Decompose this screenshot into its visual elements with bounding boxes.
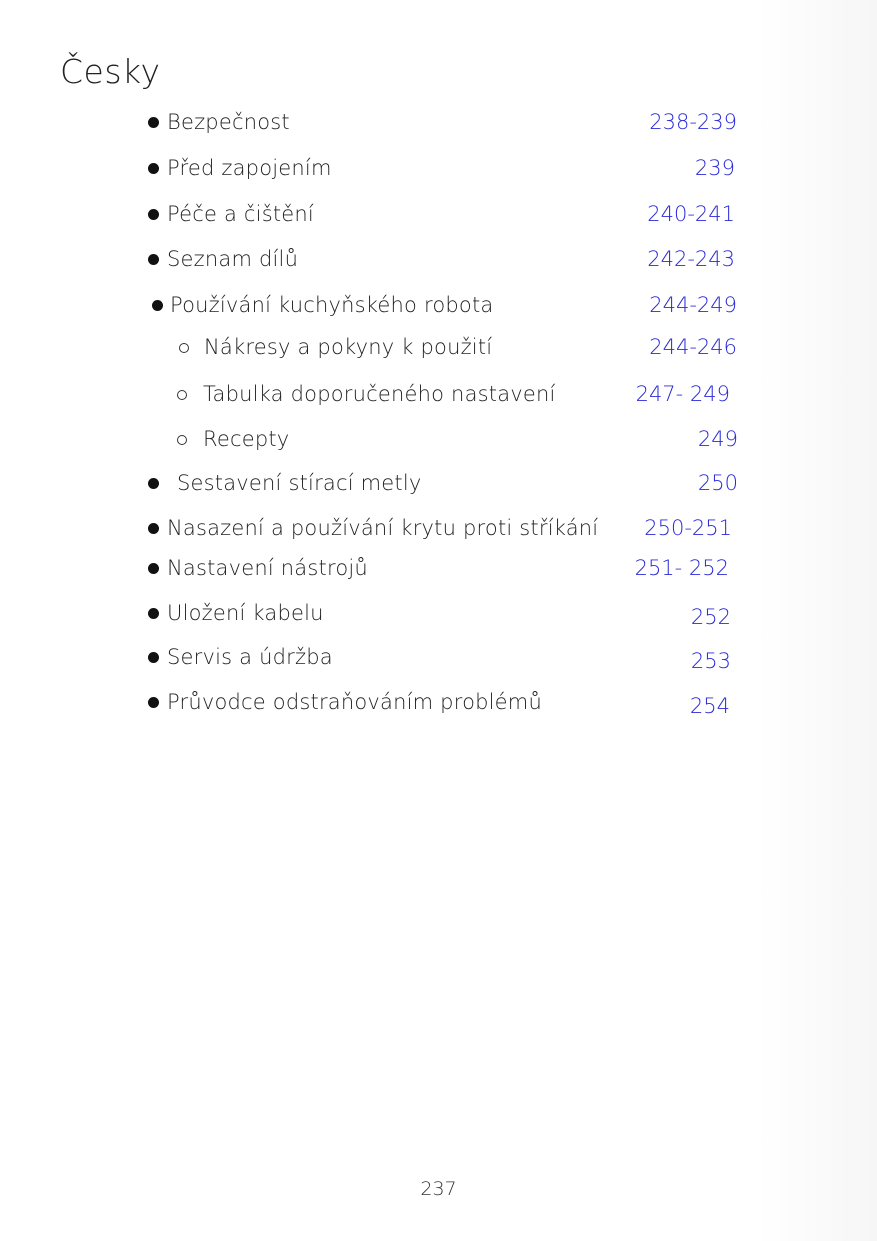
toc-item-label: Používání kuchyňského robota [170, 293, 494, 317]
page-number: 237 [420, 1178, 457, 1200]
toc-item-pages-link[interactable]: 250-251 [644, 516, 732, 540]
toc-item-label: Tabulka doporučeného nastavení [203, 382, 556, 406]
toc-item-label: Seznam dílů [167, 247, 299, 271]
toc-item-label: Průvodce odstraňováním problémů [167, 690, 542, 714]
toc-item-pages-link[interactable]: 242-243 [647, 247, 735, 271]
toc-item-bezpecnost [0, 108, 877, 138]
toc-item-pred-zapojenim [0, 154, 877, 184]
toc-item-servis-a-udrzba [0, 643, 877, 673]
toc-item-sestaveni-metly [0, 469, 877, 499]
toc-item-pruvodce-problemu [0, 688, 877, 718]
bullet-icon [148, 563, 159, 574]
toc-item-nastaveni-nastroju [0, 554, 877, 584]
toc-item-pages-link[interactable]: 244-246 [649, 335, 737, 359]
toc-item-pages-link[interactable]: 251- 252 [634, 556, 729, 580]
toc-subitem-recepty [0, 425, 877, 455]
page-title: Česky [60, 52, 161, 91]
sub-bullet-icon [177, 390, 187, 400]
toc-item-pages-link[interactable]: 250 [697, 471, 738, 495]
bullet-icon [148, 478, 159, 489]
bullet-icon [148, 608, 159, 619]
toc-item-label: Bezpečnost [167, 110, 290, 134]
toc-subitem-nakresy [0, 333, 877, 363]
toc-item-pages-link[interactable]: 240-241 [647, 202, 735, 226]
toc-item-pages-link[interactable]: 239 [694, 156, 735, 180]
toc-item-ulozeni-kabelu [0, 599, 877, 629]
toc-item-label: Uložení kabelu [167, 601, 324, 625]
toc-item-label: Péče a čištění [167, 202, 314, 226]
toc-subitem-tabulka [0, 380, 877, 410]
bullet-icon [148, 209, 159, 220]
bullet-icon [148, 117, 159, 128]
bullet-icon [148, 697, 159, 708]
toc-item-pouzivani-robota [0, 291, 877, 321]
toc-item-label: Servis a údržba [167, 645, 333, 669]
toc-item-seznam-dilu [0, 245, 877, 275]
bullet-icon [148, 163, 159, 174]
toc-item-pages-link[interactable]: 244-249 [649, 293, 737, 317]
toc-item-pages-link[interactable]: 252 [690, 605, 731, 629]
bullet-icon [148, 652, 159, 663]
toc-item-pages-link[interactable]: 249 [697, 427, 738, 451]
bullet-icon [152, 300, 163, 311]
toc-item-pages-link[interactable]: 254 [689, 694, 730, 718]
bullet-icon [148, 254, 159, 265]
toc-item-label: Nastavení nástrojů [167, 556, 368, 580]
toc-item-label: Nákresy a pokyny k použití [204, 335, 493, 359]
sub-bullet-icon [179, 343, 189, 353]
toc-item-label: Před zapojením [167, 156, 332, 180]
toc-item-kryt-proti-strikani [0, 514, 877, 544]
sub-bullet-icon [177, 435, 187, 445]
toc-item-label: Recepty [203, 427, 290, 451]
toc-item-label: Nasazení a používání krytu proti stříkání [167, 516, 599, 540]
toc-item-pages-link[interactable]: 247- 249 [635, 382, 730, 406]
bullet-icon [148, 523, 159, 534]
toc-item-pece-a-cisteni [0, 200, 877, 230]
toc-item-label: Sestavení stírací metly [177, 471, 422, 495]
toc-item-pages-link[interactable]: 238-239 [649, 110, 737, 134]
toc-item-pages-link[interactable]: 253 [690, 649, 731, 673]
